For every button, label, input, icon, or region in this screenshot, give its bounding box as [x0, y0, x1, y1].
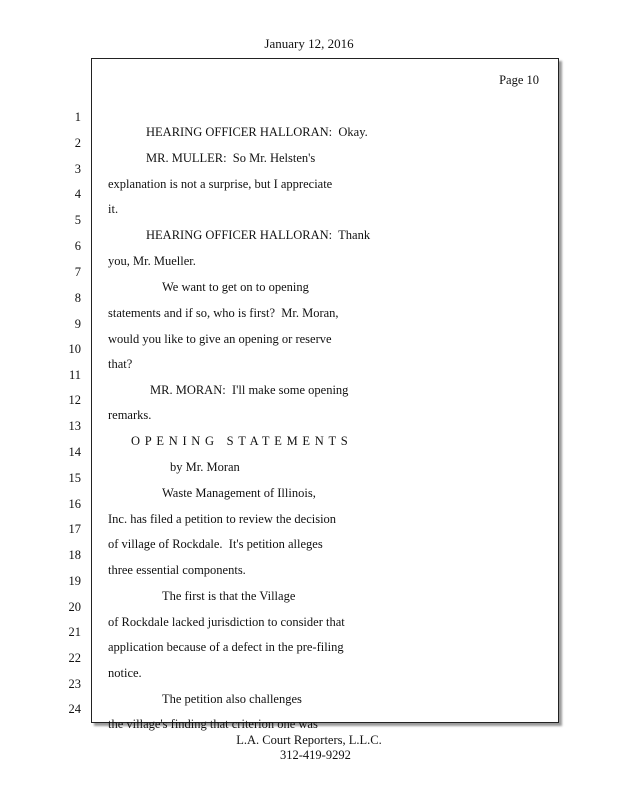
transcript-line: [0, 353, 618, 397]
transcript-line: [0, 662, 618, 706]
line-text: The first is that the Village: [162, 589, 296, 603]
transcript-line: [0, 378, 618, 422]
transcript-date: January 12, 2016: [264, 36, 354, 51]
transcript-line: [0, 559, 618, 603]
line-text: We want to get on to opening: [162, 280, 309, 294]
transcript-line: [0, 687, 618, 731]
transcript-line: [0, 276, 618, 320]
line-text: application because of a defect in the pre-filing: [108, 640, 344, 654]
transcript-line: [0, 250, 618, 294]
transcript-line: [0, 404, 618, 448]
line-text: statements and if so, who is first? Mr. Moran,: [108, 306, 339, 320]
line-number: 22: [68, 651, 81, 665]
line-text: explanation is not a surprise, but I appreciate: [108, 177, 333, 191]
line-text: the village's finding that criterion one was: [108, 717, 318, 731]
section-heading: OPENING STATEMENTS: [131, 434, 353, 448]
transcript-line: [0, 585, 618, 629]
transcript-line: [0, 507, 618, 551]
transcript-line: [0, 198, 618, 242]
line-number: 17: [68, 522, 81, 536]
line-number: 18: [68, 548, 81, 562]
line-text: three essential components.: [108, 563, 246, 577]
line-text: notice.: [108, 666, 142, 680]
transcript-line: [0, 482, 618, 526]
line-number: 7: [74, 265, 81, 279]
line-text: would you like to give an opening or reserve: [108, 332, 332, 346]
line-number: 9: [74, 317, 81, 331]
line-number: 20: [68, 600, 81, 614]
transcript-line: [0, 610, 618, 654]
line-text: remarks.: [108, 408, 152, 422]
line-number: 8: [74, 291, 81, 305]
transcript-line: [0, 456, 618, 500]
line-text: it.: [108, 202, 119, 216]
line-number: 3: [74, 162, 81, 176]
line-text: of Rockdale lacked jurisdiction to consider that: [108, 615, 345, 629]
reporter-company: L.A. Court Reporters, L.L.C.: [236, 733, 382, 747]
line-number: 21: [68, 625, 81, 639]
line-text: MR. MORAN: I'll make some opening: [150, 383, 349, 397]
line-number: 24: [68, 702, 81, 716]
line-number: 23: [68, 677, 81, 691]
line-number: 4: [74, 187, 81, 201]
line-text: that?: [108, 357, 133, 371]
transcript-line: [0, 147, 618, 191]
transcript-line: [0, 327, 618, 371]
transcript-line: [0, 121, 618, 165]
line-number: 10: [68, 342, 81, 356]
line-number: 2: [74, 136, 81, 150]
line-number: 6: [74, 239, 81, 253]
line-text: Inc. has filed a petition to review the decision: [108, 512, 337, 526]
line-number: 19: [68, 574, 81, 588]
transcript-line: [0, 636, 618, 680]
line-number: 11: [68, 368, 81, 382]
line-number: 1: [74, 110, 81, 124]
line-number: 5: [74, 213, 81, 227]
page-number: Page 10: [499, 73, 539, 87]
line-text: Waste Management of Illinois,: [162, 486, 316, 500]
line-text: The petition also challenges: [162, 692, 302, 706]
line-text: MR. MULLER: So Mr. Helsten's: [146, 151, 316, 165]
transcript-line: [0, 172, 618, 216]
line-number: 15: [68, 471, 81, 485]
line-text: you, Mr. Mueller.: [108, 254, 196, 268]
transcript-line: [0, 95, 618, 139]
line-text: HEARING OFFICER HALLORAN: Thank: [146, 228, 371, 242]
line-text: of village of Rockdale. It's petition alleges: [108, 537, 323, 551]
transcript-line: [0, 302, 618, 346]
transcript-line: [0, 224, 618, 268]
line-number: 12: [68, 393, 81, 407]
line-number: 14: [68, 445, 81, 459]
transcript-line: [0, 430, 618, 474]
transcript-line: [0, 533, 618, 577]
reporter-phone: 312-419-9292: [280, 748, 351, 762]
line-number: 16: [68, 497, 81, 511]
line-text: by Mr. Moran: [170, 460, 240, 474]
line-number: 13: [68, 419, 81, 433]
line-text: HEARING OFFICER HALLORAN: Okay.: [146, 125, 368, 139]
